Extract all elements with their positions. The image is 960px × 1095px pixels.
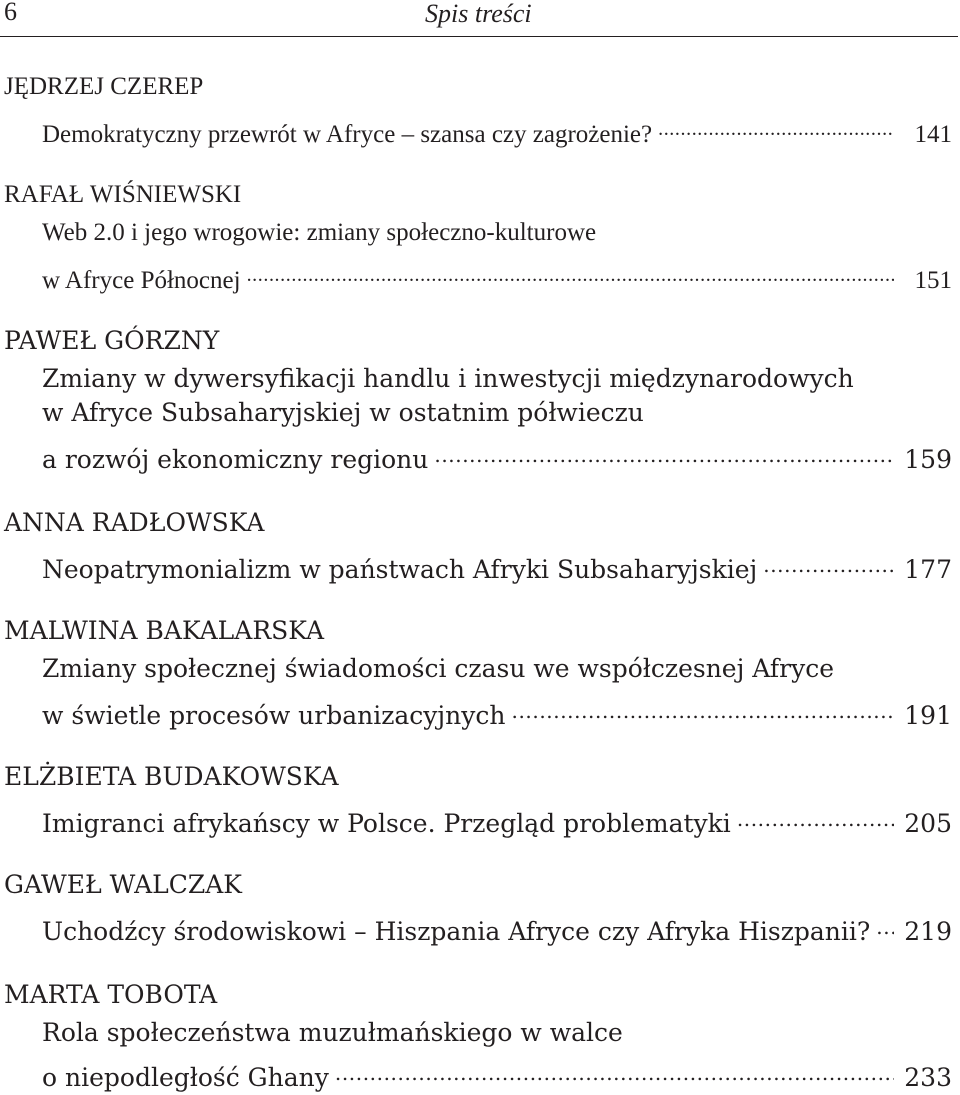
entry-title-line[interactable] [42, 108, 952, 152]
dot-leader [763, 544, 894, 578]
entry-author: GAWEŁ WALCZAK [4, 870, 242, 899]
entry-author: MARTA TOBOTA [4, 980, 218, 1009]
entry-title-line[interactable] [42, 254, 952, 298]
entry-author: PAWEŁ GÓRZNY [4, 326, 220, 355]
entry-author: ANNA RADŁOWSKA [4, 508, 265, 537]
entry-title: a rozwój ekonomiczny regionu [42, 445, 429, 474]
dot-leader [737, 798, 894, 832]
dot-leader [512, 690, 894, 724]
page-number: 6 [4, 0, 17, 26]
entry-title-line: Rola społeczeństwa muzułmańskiego w walce [42, 1018, 623, 1047]
dot-leader [247, 254, 894, 288]
entry-title-line[interactable] [42, 690, 952, 733]
entry-page-number: 141 [914, 121, 952, 148]
entry-title-line[interactable] [42, 434, 952, 477]
entry-page-number: 191 [904, 701, 952, 730]
dot-leader [876, 906, 894, 940]
entry-title-line: Zmiany w dywersyfikacji handlu i inwestycji międzynarodowych [42, 364, 854, 393]
entry-page-number: 205 [904, 809, 952, 838]
entry-title-line: Zmiany społecznej świadomości czasu we współczesnej Afryce [42, 654, 835, 683]
entry-title-line: Web 2.0 i jego wrogowie: zmiany społeczno-kulturowe [42, 219, 597, 246]
entry-author: ELŻBIETA BUDAKOWSKA [4, 762, 339, 791]
entry-title-line[interactable] [42, 798, 952, 841]
page-header [0, 0, 958, 37]
running-title: Spis treści [425, 0, 532, 28]
entry-page-number: 151 [914, 267, 952, 294]
entry-page-number: 233 [904, 1063, 952, 1092]
entry-page-number: 177 [904, 555, 952, 584]
entry-title-line[interactable] [42, 1052, 952, 1095]
entry-page-number: 219 [904, 917, 952, 946]
entry-page-number: 159 [904, 445, 952, 474]
entry-author: MALWINA BAKALARSKA [4, 616, 324, 645]
entry-title: Neopatrymonializm w państwach Afryki Subsaharyjskiej [42, 555, 758, 584]
dot-leader [335, 1052, 894, 1086]
entry-title: Uchodźcy środowiskowi – Hiszpania Afryce czy Afryka Hiszpanii? [42, 917, 871, 946]
entry-title: o niepodległość Ghany [42, 1063, 329, 1092]
dot-leader [658, 108, 894, 142]
dot-leader [434, 434, 894, 468]
entry-author: JĘDRZEJ CZEREP [4, 73, 204, 100]
entry-title-line: w Afryce Subsaharyjskiej w ostatnim półwieczu [42, 398, 644, 427]
entry-title: Imigranci afrykańscy w Polsce. Przegląd problematyki [42, 809, 731, 838]
entry-author: RAFAŁ WIŚNIEWSKI [4, 181, 242, 208]
entry-title: w Afryce Północnej [42, 267, 241, 294]
entry-title-line[interactable] [42, 906, 952, 949]
entry-title: Demokratyczny przewrót w Afryce – szansa czy zagrożenie? [42, 121, 653, 148]
entry-title: w świetle procesów urbanizacyjnych [42, 701, 506, 730]
entry-title-line[interactable] [42, 544, 952, 587]
